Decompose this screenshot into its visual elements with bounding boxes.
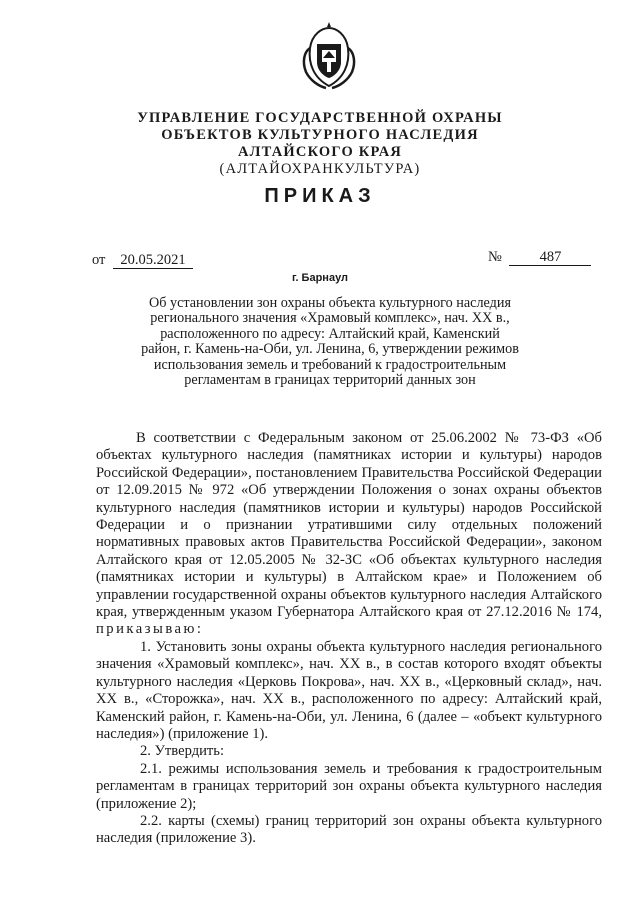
city-line: г. Барнаул xyxy=(291,272,349,284)
document-date: 20.05.2021 xyxy=(113,253,193,269)
order-subject xyxy=(120,296,540,388)
subject-line: район, г. Камень-на-Оби, ул. Ленина, 6, утверждении режимов xyxy=(141,341,519,358)
order-item-1: 1. Установить зоны охраны объекта культурного наследия регионального значения «Храмовый комплекс», нач. XX в., в состав которого входят объекты культурного наследия «Церковь Покрова», нач. XX в., «Церковный склад», нач. XX в., «Сторожка», нач. XX в., расположенного по адресу: Алтайский край, Каменский район, г. Камень-на-Оби, ул. Ленина, 6 (далее – «объект культурного наследия») (приложение 1). xyxy=(96,638,602,742)
date-prefix: от xyxy=(92,252,106,268)
preamble-paragraph xyxy=(96,430,602,639)
org-name-line3: АЛТАЙСКОГО КРАЯ xyxy=(237,144,403,160)
date-block xyxy=(92,252,193,269)
subject-line: Об установлении зон охраны объекта культурного наследия xyxy=(148,295,511,311)
subject-line: регламентам в границах территорий данных зон xyxy=(184,372,476,389)
document-number: 487 xyxy=(509,250,591,266)
subject-line: регионального значения «Храмовый комплекс», нач. XX в., xyxy=(150,310,510,327)
preamble-text: В соответствии с Федеральным законом от 25.06.2002 № 73-ФЗ «Об объектах культурного наследия (памятниках истории и культуры) народов Российской Федерации», постановлением Правительства Российской Федерации от 12.09.2015 № 972 «Об утверждении Положения о зонах охраны объектов культурного наследия (памятников истории и культуры) народов Российской Федерации и о признании утратившими силу отдельных положений нормативных правовых актов Правительства Российской Федерации», законом Алтайского края от 12.05.2005 № 32-ЗС «Об объектах культурного наследия (памятниках истории и культуры) в Алтайском крае» и Положением об управлении государственной охраны объектов культурного наследия Алтайского края, утвержденным указом Губернатора Алтайского края от 27.12.2016 № 174, xyxy=(96,430,602,621)
org-name-line1: УПРАВЛЕНИЕ ГОСУДАРСТВЕННОЙ ОХРАНЫ xyxy=(137,110,503,126)
number-prefix: № xyxy=(488,249,502,265)
order-item-2-1: 2.1. режимы использования земель и требования к градостроительным регламентам в границах территорий зон охраны объекта культурного наследия (приложение 2); xyxy=(96,760,602,812)
subject-line: расположенного по адресу: Алтайский край, Каменский xyxy=(160,325,500,342)
order-item-2: 2. Утвердить: xyxy=(140,743,225,760)
number-block xyxy=(488,249,591,266)
coat-of-arms-icon xyxy=(300,22,358,92)
org-short-name: (АЛТАЙОХРАНКУЛЬТУРА) xyxy=(219,161,421,177)
order-keyword: приказываю: xyxy=(96,621,204,638)
subject-line: использования земель и требований к градостроительным xyxy=(153,356,507,373)
document-type-title: ПРИКАЗ xyxy=(264,185,376,207)
order-body xyxy=(96,430,602,848)
order-item-2-2: 2.2. карты (схемы) границ территорий зон охраны объекта культурного наследия (приложение 3). xyxy=(96,812,602,847)
org-name-line2: ОБЪЕКТОВ КУЛЬТУРНОГО НАСЛЕДИЯ xyxy=(161,127,479,143)
